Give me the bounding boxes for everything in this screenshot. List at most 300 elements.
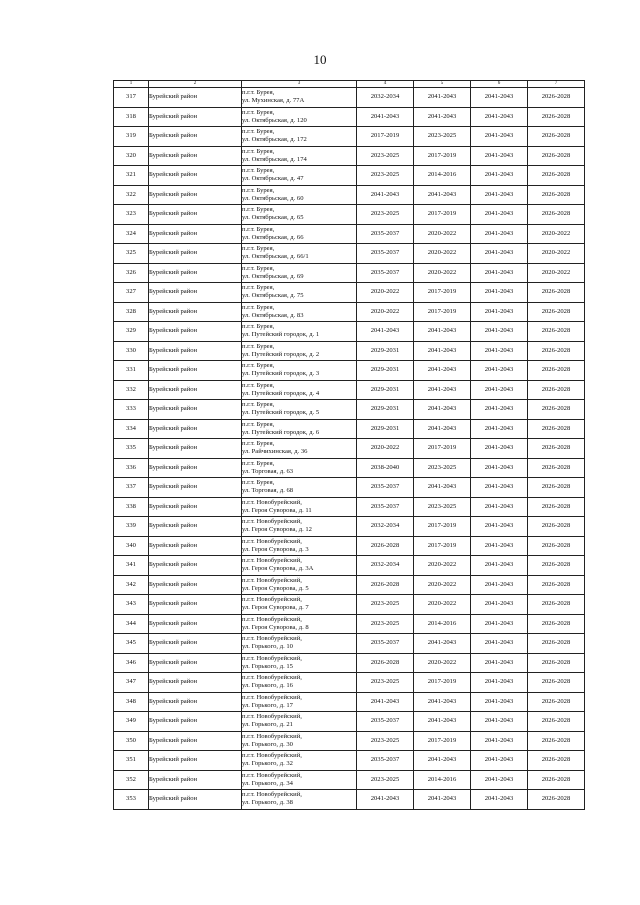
period-col6-cell: 2041-2043 (471, 185, 528, 205)
row-number: 330 (114, 341, 149, 361)
period-col5-cell: 2020-2022 (414, 224, 471, 244)
address-street: ул. Путейский городок, д. 5 (242, 409, 320, 417)
row-number: 325 (114, 244, 149, 264)
table-row (114, 536, 585, 556)
address-street: ул. Горького, д. 15 (242, 662, 293, 670)
address-locality: п.г.т. Новобурейский, (242, 791, 302, 799)
district-cell: Бурейский район (149, 380, 242, 400)
address-street: ул. Мухинская, д. 77А (242, 97, 305, 105)
period-col4-cell: 2029-2031 (357, 341, 414, 361)
period-col7-cell: 2026-2028 (528, 458, 585, 478)
district-cell: Бурейский район (149, 497, 242, 517)
period-col6-cell: 2041-2043 (471, 614, 528, 634)
table-row (114, 166, 585, 186)
address-street: ул. Путейский городок, д. 1 (242, 331, 320, 339)
address-cell (242, 673, 357, 693)
address-cell (242, 380, 357, 400)
period-col4-cell: 2023-2025 (357, 673, 414, 693)
row-number: 331 (114, 361, 149, 381)
row-number: 326 (114, 263, 149, 283)
address-locality: п.г.т. Бурея, (242, 381, 275, 389)
period-col5-cell: 2017-2019 (414, 673, 471, 693)
address-locality: п.г.т. Новобурейский, (242, 498, 302, 506)
row-number: 317 (114, 88, 149, 108)
period-col7-cell: 2026-2028 (528, 302, 585, 322)
period-col4-cell: 2020-2022 (357, 302, 414, 322)
period-col5-cell: 2017-2019 (414, 439, 471, 459)
table-row (114, 478, 585, 498)
period-col7-cell: 2026-2028 (528, 556, 585, 576)
period-col4-cell: 2035-2037 (357, 263, 414, 283)
district-cell: Бурейский район (149, 107, 242, 127)
district-cell: Бурейский район (149, 770, 242, 790)
period-col7-cell: 2020-2022 (528, 263, 585, 283)
period-col6-cell: 2041-2043 (471, 322, 528, 342)
address-cell (242, 790, 357, 810)
row-number: 345 (114, 634, 149, 654)
address-cell (242, 224, 357, 244)
table-row (114, 790, 585, 810)
period-col6-cell: 2041-2043 (471, 634, 528, 654)
address-cell (242, 770, 357, 790)
district-cell: Бурейский район (149, 634, 242, 654)
table-row (114, 634, 585, 654)
period-col6-cell: 2041-2043 (471, 692, 528, 712)
address-street: ул. Героя Суворова, д. 8 (242, 623, 309, 631)
address-street: ул. Октябрьская, д. 65 (242, 214, 304, 222)
address-cell (242, 595, 357, 615)
address-locality: п.г.т. Бурея, (242, 420, 275, 428)
period-col4-cell: 2035-2037 (357, 244, 414, 264)
address-street: ул. Горького, д. 10 (242, 643, 293, 651)
address-street: ул. Райчихинская, д. 36 (242, 448, 308, 456)
row-number: 351 (114, 751, 149, 771)
period-col4-cell: 2035-2037 (357, 751, 414, 771)
address-street: ул. Путейский городок, д. 4 (242, 389, 320, 397)
period-col6-cell: 2041-2043 (471, 575, 528, 595)
table-row (114, 88, 585, 108)
period-col5-cell: 2017-2019 (414, 517, 471, 537)
period-col4-cell: 2023-2025 (357, 731, 414, 751)
address-cell (242, 127, 357, 147)
period-col6-cell: 2041-2043 (471, 127, 528, 147)
period-col5-cell: 2017-2019 (414, 283, 471, 303)
period-col7-cell: 2026-2028 (528, 146, 585, 166)
column-number-row (114, 81, 585, 88)
address-street: ул. Октябрьская, д. 60 (242, 194, 304, 202)
period-col7-cell: 2026-2028 (528, 107, 585, 127)
period-col5-cell: 2020-2022 (414, 244, 471, 264)
period-col7-cell: 2026-2028 (528, 751, 585, 771)
address-cell (242, 185, 357, 205)
address-cell (242, 419, 357, 439)
period-col6-cell: 2041-2043 (471, 107, 528, 127)
address-cell (242, 244, 357, 264)
period-col7-cell: 2026-2028 (528, 712, 585, 732)
district-cell: Бурейский район (149, 653, 242, 673)
period-col4-cell: 2035-2037 (357, 224, 414, 244)
row-number: 353 (114, 790, 149, 810)
address-cell (242, 302, 357, 322)
address-locality: п.г.т. Бурея, (242, 128, 275, 136)
period-col7-cell: 2026-2028 (528, 614, 585, 634)
address-cell (242, 400, 357, 420)
period-col5-cell: 2023-2025 (414, 497, 471, 517)
column-header: 2 (149, 81, 242, 88)
table-row (114, 692, 585, 712)
period-col5-cell: 2041-2043 (414, 790, 471, 810)
table-row (114, 497, 585, 517)
period-col7-cell: 2026-2028 (528, 536, 585, 556)
district-cell: Бурейский район (149, 790, 242, 810)
row-number: 334 (114, 419, 149, 439)
period-col6-cell: 2041-2043 (471, 653, 528, 673)
period-col4-cell: 2023-2025 (357, 166, 414, 186)
period-col6-cell: 2041-2043 (471, 361, 528, 381)
address-locality: п.г.т. Бурея, (242, 225, 275, 233)
period-col4-cell: 2032-2034 (357, 88, 414, 108)
period-col6-cell: 2041-2043 (471, 302, 528, 322)
period-col6-cell: 2041-2043 (471, 458, 528, 478)
period-col4-cell: 2029-2031 (357, 380, 414, 400)
period-col4-cell: 2041-2043 (357, 790, 414, 810)
row-number: 346 (114, 653, 149, 673)
district-cell: Бурейский район (149, 224, 242, 244)
period-col7-cell: 2026-2028 (528, 790, 585, 810)
address-street: ул. Октябрьская, д. 120 (242, 116, 307, 124)
period-col7-cell: 2020-2022 (528, 244, 585, 264)
table-row (114, 127, 585, 147)
district-cell: Бурейский район (149, 263, 242, 283)
period-col5-cell: 2041-2043 (414, 419, 471, 439)
table-row (114, 517, 585, 537)
table-row (114, 146, 585, 166)
period-col7-cell: 2026-2028 (528, 380, 585, 400)
address-cell (242, 107, 357, 127)
row-number: 349 (114, 712, 149, 732)
address-street: ул. Октябрьская, д. 174 (242, 155, 307, 163)
row-number: 336 (114, 458, 149, 478)
address-locality: п.г.т. Бурея, (242, 401, 275, 409)
period-col7-cell: 2026-2028 (528, 166, 585, 186)
period-col4-cell: 2023-2025 (357, 146, 414, 166)
address-cell (242, 458, 357, 478)
period-col5-cell: 2017-2019 (414, 146, 471, 166)
period-col7-cell: 2026-2028 (528, 595, 585, 615)
address-cell (242, 497, 357, 517)
period-col4-cell: 2041-2043 (357, 322, 414, 342)
address-cell (242, 731, 357, 751)
row-number: 319 (114, 127, 149, 147)
district-cell: Бурейский район (149, 439, 242, 459)
period-col5-cell: 2020-2022 (414, 556, 471, 576)
period-col5-cell: 2020-2022 (414, 263, 471, 283)
district-cell: Бурейский район (149, 751, 242, 771)
table-row (114, 712, 585, 732)
row-number: 335 (114, 439, 149, 459)
table-row (114, 458, 585, 478)
period-col5-cell: 2041-2043 (414, 341, 471, 361)
district-cell: Бурейский район (149, 673, 242, 693)
row-number: 348 (114, 692, 149, 712)
period-col7-cell: 2026-2028 (528, 283, 585, 303)
row-number: 332 (114, 380, 149, 400)
address-street: ул. Путейский городок, д. 2 (242, 350, 320, 358)
period-col7-cell: 2026-2028 (528, 673, 585, 693)
address-cell (242, 478, 357, 498)
period-col4-cell: 2023-2025 (357, 770, 414, 790)
period-col4-cell: 2032-2034 (357, 517, 414, 537)
table-row (114, 263, 585, 283)
table-row (114, 107, 585, 127)
row-number: 340 (114, 536, 149, 556)
address-street: ул. Горького, д. 38 (242, 799, 293, 807)
period-col6-cell: 2041-2043 (471, 790, 528, 810)
address-street: ул. Октябрьская, д. 172 (242, 136, 307, 144)
address-cell (242, 166, 357, 186)
period-col7-cell: 2026-2028 (528, 770, 585, 790)
period-col7-cell: 2020-2022 (528, 224, 585, 244)
address-street: ул. Героя Суворова, д. 12 (242, 526, 312, 534)
period-col5-cell: 2041-2043 (414, 712, 471, 732)
period-col5-cell: 2017-2019 (414, 205, 471, 225)
address-street: ул. Торговая, д. 68 (242, 487, 294, 495)
address-locality: п.г.т. Бурея, (242, 89, 275, 97)
address-locality: п.г.т. Новобурейский, (242, 557, 302, 565)
table-row (114, 400, 585, 420)
period-col4-cell: 2029-2031 (357, 400, 414, 420)
period-col5-cell: 2041-2043 (414, 361, 471, 381)
address-street: ул. Путейский городок, д. 6 (242, 428, 320, 436)
period-col6-cell: 2041-2043 (471, 770, 528, 790)
address-street: ул. Героя Суворова, д. 7 (242, 604, 309, 612)
period-col7-cell: 2026-2028 (528, 653, 585, 673)
row-number: 341 (114, 556, 149, 576)
district-cell: Бурейский район (149, 205, 242, 225)
table-row (114, 302, 585, 322)
address-cell (242, 205, 357, 225)
district-cell: Бурейский район (149, 322, 242, 342)
address-locality: п.г.т. Новобурейский, (242, 654, 302, 662)
address-locality: п.г.т. Бурея, (242, 245, 275, 253)
period-col5-cell: 2041-2043 (414, 185, 471, 205)
table-row (114, 341, 585, 361)
address-street: ул. Горького, д. 30 (242, 740, 293, 748)
period-col6-cell: 2041-2043 (471, 244, 528, 264)
row-number: 324 (114, 224, 149, 244)
period-col4-cell: 2035-2037 (357, 478, 414, 498)
period-col5-cell: 2014-2016 (414, 166, 471, 186)
address-cell (242, 556, 357, 576)
row-number: 318 (114, 107, 149, 127)
district-cell: Бурейский район (149, 458, 242, 478)
row-number: 343 (114, 595, 149, 615)
address-cell (242, 712, 357, 732)
table-row (114, 380, 585, 400)
address-locality: п.г.т. Бурея, (242, 264, 275, 272)
row-number: 327 (114, 283, 149, 303)
address-locality: п.г.т. Бурея, (242, 323, 275, 331)
address-locality: п.г.т. Новобурейский, (242, 732, 302, 740)
address-street: ул. Героя Суворова, д. 3А (242, 565, 314, 573)
table-row (114, 419, 585, 439)
row-number: 344 (114, 614, 149, 634)
address-cell (242, 146, 357, 166)
row-number: 347 (114, 673, 149, 693)
period-col5-cell: 2014-2016 (414, 614, 471, 634)
period-col7-cell: 2026-2028 (528, 517, 585, 537)
column-header: 1 (114, 81, 149, 88)
period-col6-cell: 2041-2043 (471, 263, 528, 283)
period-col4-cell: 2029-2031 (357, 361, 414, 381)
period-col7-cell: 2026-2028 (528, 575, 585, 595)
period-col4-cell: 2026-2028 (357, 536, 414, 556)
row-number: 342 (114, 575, 149, 595)
row-number: 350 (114, 731, 149, 751)
table-row (114, 575, 585, 595)
address-locality: п.г.т. Бурея, (242, 147, 275, 155)
period-col5-cell: 2041-2043 (414, 322, 471, 342)
row-number: 352 (114, 770, 149, 790)
period-col6-cell: 2041-2043 (471, 205, 528, 225)
district-cell: Бурейский район (149, 419, 242, 439)
district-cell: Бурейский район (149, 341, 242, 361)
address-locality: п.г.т. Новобурейский, (242, 537, 302, 545)
column-header: 3 (242, 81, 357, 88)
address-locality: п.г.т. Новобурейский, (242, 752, 302, 760)
address-cell (242, 692, 357, 712)
district-cell: Бурейский район (149, 244, 242, 264)
period-col7-cell: 2026-2028 (528, 127, 585, 147)
table-row (114, 614, 585, 634)
period-col4-cell: 2023-2025 (357, 614, 414, 634)
address-street: ул. Героя Суворова, д. 5 (242, 584, 309, 592)
district-cell: Бурейский район (149, 302, 242, 322)
period-col6-cell: 2041-2043 (471, 283, 528, 303)
period-col7-cell: 2026-2028 (528, 185, 585, 205)
period-col4-cell: 2032-2034 (357, 556, 414, 576)
district-cell: Бурейский район (149, 556, 242, 576)
address-street: ул. Горького, д. 34 (242, 779, 293, 787)
period-col6-cell: 2041-2043 (471, 673, 528, 693)
period-col7-cell: 2026-2028 (528, 634, 585, 654)
address-street: ул. Горького, д. 16 (242, 682, 293, 690)
period-col5-cell: 2023-2025 (414, 127, 471, 147)
period-col4-cell: 2020-2022 (357, 439, 414, 459)
column-header: 4 (357, 81, 414, 88)
period-col6-cell: 2041-2043 (471, 146, 528, 166)
address-street: ул. Горького, д. 17 (242, 701, 293, 709)
period-col5-cell: 2041-2043 (414, 751, 471, 771)
period-col4-cell: 2038-2040 (357, 458, 414, 478)
period-col4-cell: 2035-2037 (357, 634, 414, 654)
district-cell: Бурейский район (149, 283, 242, 303)
period-col4-cell: 2035-2037 (357, 497, 414, 517)
period-col6-cell: 2041-2043 (471, 439, 528, 459)
address-cell (242, 283, 357, 303)
district-cell: Бурейский район (149, 595, 242, 615)
period-col5-cell: 2020-2022 (414, 575, 471, 595)
period-col6-cell: 2041-2043 (471, 419, 528, 439)
period-col6-cell: 2041-2043 (471, 224, 528, 244)
row-number: 338 (114, 497, 149, 517)
period-col4-cell: 2035-2037 (357, 712, 414, 732)
address-street: ул. Горького, д. 21 (242, 721, 293, 729)
address-locality: п.г.т. Бурея, (242, 479, 275, 487)
period-col6-cell: 2041-2043 (471, 88, 528, 108)
period-col5-cell: 2023-2025 (414, 458, 471, 478)
district-cell: Бурейский район (149, 575, 242, 595)
period-col6-cell: 2041-2043 (471, 536, 528, 556)
period-col5-cell: 2017-2019 (414, 731, 471, 751)
address-street: ул. Героя Суворова, д. 11 (242, 506, 312, 514)
address-street: ул. Торговая, д. 63 (242, 467, 294, 475)
address-street: ул. Октябрьская, д. 66 (242, 233, 304, 241)
district-cell: Бурейский район (149, 536, 242, 556)
address-street: ул. Горького, д. 32 (242, 760, 293, 768)
address-locality: п.г.т. Новобурейский, (242, 635, 302, 643)
period-col7-cell: 2026-2028 (528, 731, 585, 751)
address-locality: п.г.т. Бурея, (242, 284, 275, 292)
address-locality: п.г.т. Бурея, (242, 167, 275, 175)
address-locality: п.г.т. Новобурейский, (242, 576, 302, 584)
period-col4-cell: 2029-2031 (357, 419, 414, 439)
address-cell (242, 341, 357, 361)
address-cell (242, 751, 357, 771)
row-number: 333 (114, 400, 149, 420)
period-col6-cell: 2041-2043 (471, 751, 528, 771)
housing-schedule-table (113, 80, 585, 810)
period-col6-cell: 2041-2043 (471, 712, 528, 732)
period-col4-cell: 2017-2019 (357, 127, 414, 147)
period-col5-cell: 2041-2043 (414, 634, 471, 654)
period-col5-cell: 2041-2043 (414, 478, 471, 498)
period-col4-cell: 2020-2022 (357, 283, 414, 303)
period-col6-cell: 2041-2043 (471, 731, 528, 751)
address-street: ул. Октябрьская, д. 69 (242, 272, 304, 280)
row-number: 337 (114, 478, 149, 498)
address-locality: п.г.т. Новобурейский, (242, 771, 302, 779)
table-row (114, 244, 585, 264)
period-col6-cell: 2041-2043 (471, 166, 528, 186)
address-cell (242, 88, 357, 108)
column-header: 6 (471, 81, 528, 88)
address-cell (242, 634, 357, 654)
district-cell: Бурейский район (149, 361, 242, 381)
address-street: ул. Октябрьская, д. 75 (242, 292, 304, 300)
address-locality: п.г.т. Новобурейский, (242, 713, 302, 721)
period-col6-cell: 2041-2043 (471, 478, 528, 498)
period-col4-cell: 2041-2043 (357, 185, 414, 205)
district-cell: Бурейский район (149, 88, 242, 108)
address-locality: п.г.т. Бурея, (242, 342, 275, 350)
period-col4-cell: 2026-2028 (357, 575, 414, 595)
row-number: 320 (114, 146, 149, 166)
district-cell: Бурейский район (149, 166, 242, 186)
period-col5-cell: 2041-2043 (414, 400, 471, 420)
district-cell: Бурейский район (149, 185, 242, 205)
address-locality: п.г.т. Новобурейский, (242, 674, 302, 682)
row-number: 328 (114, 302, 149, 322)
period-col6-cell: 2041-2043 (471, 341, 528, 361)
row-number: 339 (114, 517, 149, 537)
address-cell (242, 517, 357, 537)
district-cell: Бурейский район (149, 731, 242, 751)
address-street: ул. Героя Суворова, д. 3 (242, 545, 309, 553)
table-row (114, 556, 585, 576)
period-col7-cell: 2026-2028 (528, 419, 585, 439)
address-street: ул. Октябрьская, д. 66/1 (242, 253, 309, 261)
